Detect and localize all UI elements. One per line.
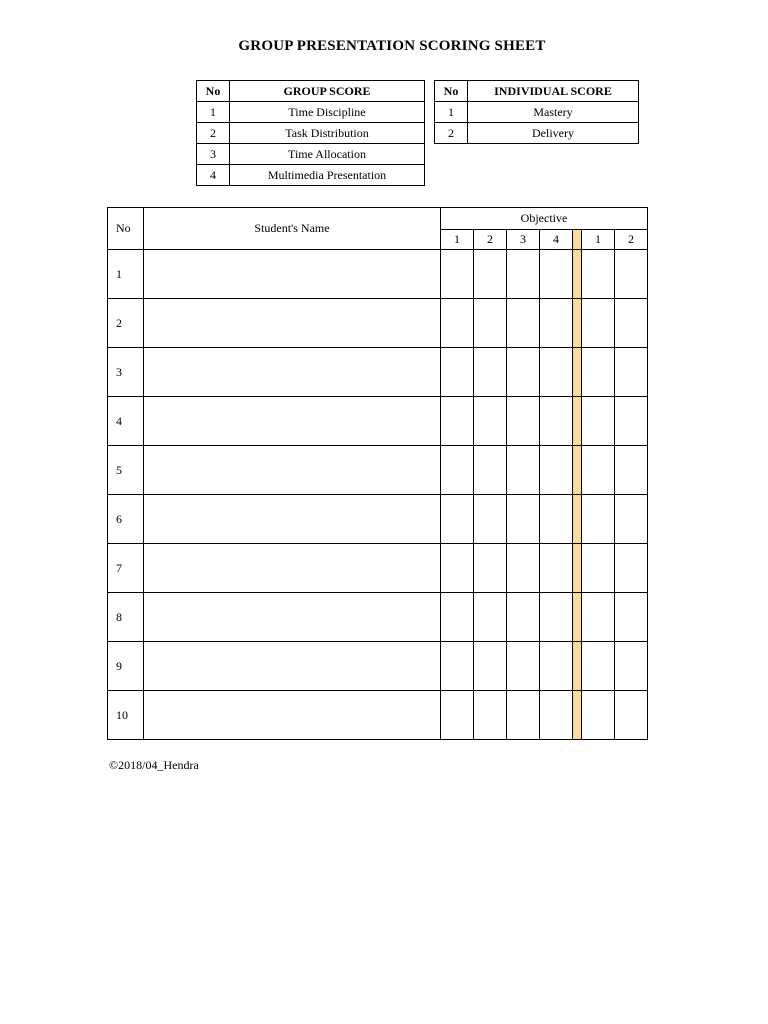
group-score-header-no: No [197,81,230,102]
individual-score-cell[interactable] [615,642,648,691]
group-score-cell[interactable] [540,446,573,495]
individual-score-header-label: INDIVIDUAL SCORE [468,81,639,102]
student-name-cell[interactable] [144,250,441,299]
group-score-cell[interactable] [474,642,507,691]
group-score-label: Task Distribution [230,123,425,144]
column-separator [573,230,582,250]
individual-score-label: Mastery [468,102,639,123]
individual-score-no: 2 [435,123,468,144]
column-separator [573,495,582,544]
row-number: 8 [108,593,144,642]
table-row [108,593,648,642]
group-score-cell[interactable] [474,446,507,495]
group-score-cell[interactable] [474,593,507,642]
group-score-cell[interactable] [441,299,474,348]
individual-score-header-no: No [435,81,468,102]
group-score-cell[interactable] [441,495,474,544]
group-score-cell[interactable] [540,250,573,299]
copyright-footer: ©2018/04_Hendra [109,758,199,772]
individual-score-cell[interactable] [615,299,648,348]
group-score-cell[interactable] [540,397,573,446]
individual-score-cell[interactable] [582,495,615,544]
student-name-cell[interactable] [144,593,441,642]
group-score-cell[interactable] [540,299,573,348]
column-separator [573,544,582,593]
individual-score-table [434,80,639,144]
group-score-cell[interactable] [474,250,507,299]
table-row [108,397,648,446]
row-number: 1 [108,250,144,299]
group-score-no: 3 [197,144,230,165]
individual-score-cell[interactable] [615,250,648,299]
individual-score-cell[interactable] [615,593,648,642]
objective-individual-col: 1 [582,230,615,250]
group-score-cell[interactable] [441,397,474,446]
individual-score-cell[interactable] [582,691,615,740]
student-name-cell[interactable] [144,397,441,446]
group-score-cell[interactable] [441,642,474,691]
scoring-table [107,207,648,740]
group-score-cell[interactable] [507,348,540,397]
row-number: 10 [108,691,144,740]
individual-score-cell[interactable] [615,544,648,593]
group-score-cell[interactable] [507,250,540,299]
table-row [108,348,648,397]
group-score-row [197,123,425,144]
individual-score-cell[interactable] [615,397,648,446]
student-name-cell[interactable] [144,299,441,348]
row-number: 2 [108,299,144,348]
column-separator [573,348,582,397]
column-separator [573,593,582,642]
group-score-cell[interactable] [540,691,573,740]
group-score-label: Time Allocation [230,144,425,165]
group-score-cell[interactable] [441,691,474,740]
row-number: 3 [108,348,144,397]
objective-group-col: 3 [507,230,540,250]
table-row [108,642,648,691]
student-name-cell[interactable] [144,642,441,691]
group-score-no: 1 [197,102,230,123]
objective-group-col: 1 [441,230,474,250]
objective-individual-col: 2 [615,230,648,250]
row-number: 6 [108,495,144,544]
group-score-cell[interactable] [507,446,540,495]
column-header-student-name: Student's Name [144,208,441,250]
individual-score-cell[interactable] [582,593,615,642]
group-score-cell[interactable] [540,642,573,691]
individual-score-cell[interactable] [582,299,615,348]
row-number: 4 [108,397,144,446]
group-score-label: Time Discipline [230,102,425,123]
group-score-cell[interactable] [474,397,507,446]
group-score-cell[interactable] [507,691,540,740]
group-score-cell[interactable] [507,495,540,544]
group-score-cell[interactable] [441,593,474,642]
individual-score-cell[interactable] [615,495,648,544]
table-row [108,691,648,740]
table-row [108,299,648,348]
individual-score-cell[interactable] [615,348,648,397]
group-score-cell[interactable] [441,250,474,299]
individual-score-cell[interactable] [582,348,615,397]
student-name-cell[interactable] [144,446,441,495]
group-score-cell[interactable] [507,397,540,446]
column-separator [573,691,582,740]
group-score-cell[interactable] [540,544,573,593]
column-separator [573,446,582,495]
objective-group-col: 4 [540,230,573,250]
group-score-row [197,102,425,123]
group-score-cell[interactable] [540,495,573,544]
group-score-row [197,165,425,186]
individual-score-cell[interactable] [615,446,648,495]
group-score-cell[interactable] [441,348,474,397]
group-score-cell[interactable] [474,299,507,348]
group-score-table [196,80,425,186]
table-row [108,544,648,593]
table-row [108,495,648,544]
table-row [108,250,648,299]
objective-group-col: 2 [474,230,507,250]
student-name-cell[interactable] [144,495,441,544]
table-row [108,446,648,495]
row-number: 9 [108,642,144,691]
group-score-cell[interactable] [507,299,540,348]
individual-score-cell[interactable] [582,250,615,299]
individual-score-row [435,102,639,123]
student-name-cell[interactable] [144,544,441,593]
group-score-cell[interactable] [474,348,507,397]
group-score-cell[interactable] [474,691,507,740]
group-score-no: 4 [197,165,230,186]
group-score-cell[interactable] [507,544,540,593]
individual-score-no: 1 [435,102,468,123]
student-name-cell[interactable] [144,348,441,397]
row-number: 7 [108,544,144,593]
group-score-row [197,144,425,165]
group-score-cell[interactable] [507,642,540,691]
group-score-cell[interactable] [540,348,573,397]
student-name-cell[interactable] [144,691,441,740]
column-separator [573,397,582,446]
column-separator [573,299,582,348]
group-score-cell[interactable] [507,593,540,642]
group-score-cell[interactable] [441,446,474,495]
column-header-no: No [108,208,144,250]
individual-score-cell[interactable] [615,691,648,740]
group-score-label: Multimedia Presentation [230,165,425,186]
group-score-cell[interactable] [540,593,573,642]
individual-score-cell[interactable] [582,397,615,446]
individual-score-label: Delivery [468,123,639,144]
group-score-cell[interactable] [441,544,474,593]
individual-score-cell[interactable] [582,446,615,495]
page-title: GROUP PRESENTATION SCORING SHEET [238,38,546,54]
group-score-no: 2 [197,123,230,144]
individual-score-row [435,123,639,144]
group-score-header-label: GROUP SCORE [230,81,425,102]
column-header-objective: Objective [441,208,648,230]
group-score-cell[interactable] [474,544,507,593]
individual-score-cell[interactable] [582,544,615,593]
group-score-cell[interactable] [474,495,507,544]
individual-score-cell[interactable] [582,642,615,691]
column-separator [573,642,582,691]
row-number: 5 [108,446,144,495]
column-separator [573,250,582,299]
